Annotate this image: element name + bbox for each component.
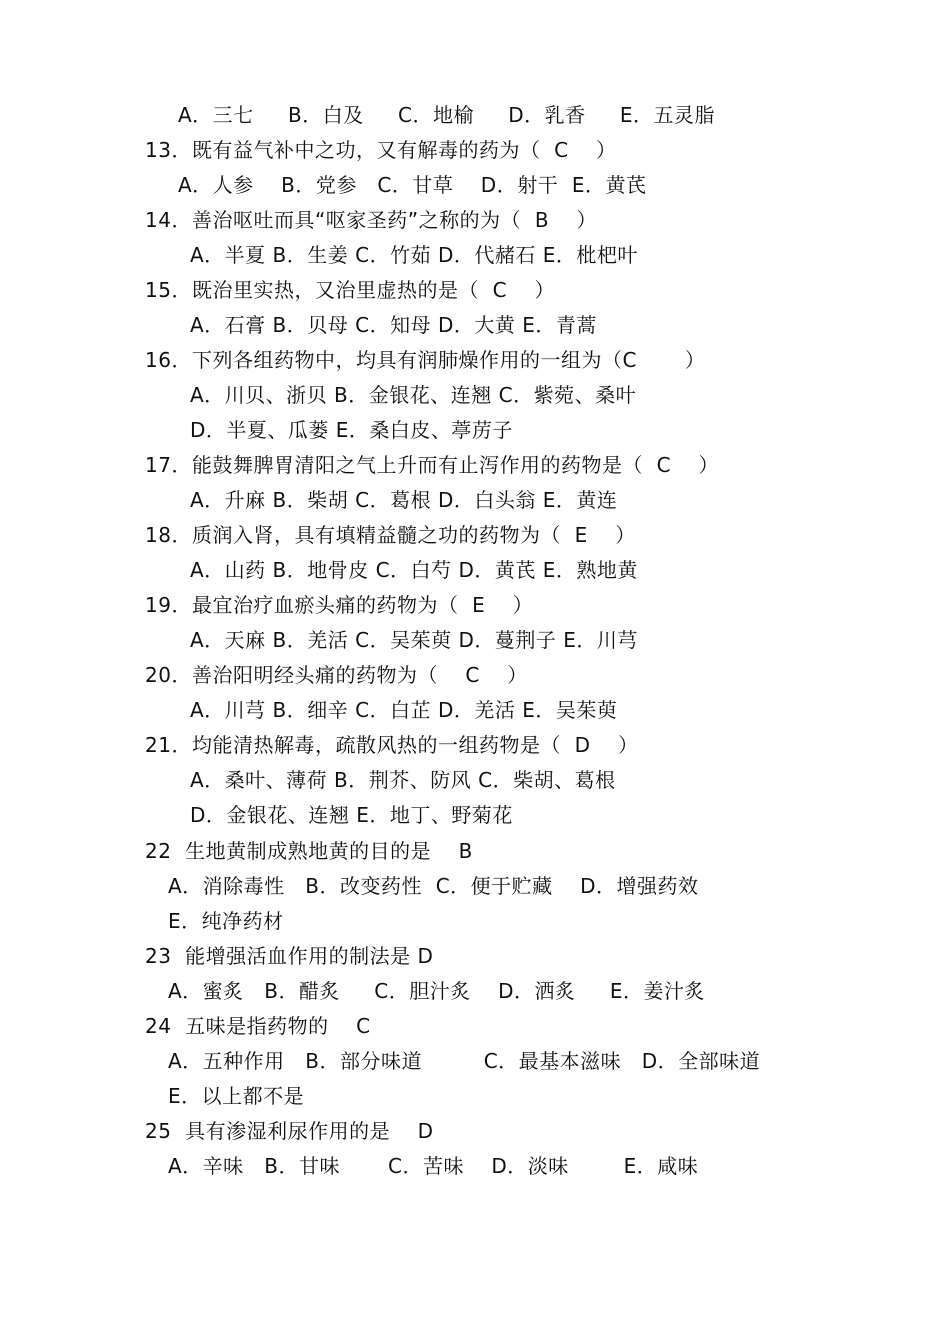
q22-options-line2: E．纯净药材: [168, 909, 284, 933]
q14-options: A．半夏 B．生姜 C．竹茹 D．代赭石 E．枇杷叶: [190, 243, 638, 267]
q17-question: 17．能鼓舞脾胃清阳之气上升而有止泻作用的药物是（ C ）: [145, 453, 720, 477]
q14-question: 14．善治呕吐而具“呕家圣药”之称的为（ B ）: [145, 208, 598, 232]
q17-options: A．升麻 B．柴胡 C．葛根 D．白头翁 E．黄连: [190, 488, 618, 512]
q16-options-line2: D．半夏、瓜蒌 E．桑白皮、葶苈子: [190, 418, 513, 442]
q13-question: 13．既有益气补中之功，又有解毒的药为（ C ）: [145, 138, 617, 162]
q21-options-line1: A．桑叶、薄荷 B．荆芥、防风 C．柴胡、葛根: [190, 768, 616, 792]
q24-question: 24 五味是指药物的 C: [145, 1014, 371, 1038]
q19-options: A．天麻 B．羌活 C．吴茱萸 D．蔓荆子 E．川芎: [190, 628, 638, 652]
q15-options: A．石膏 B．贝母 C．知母 D．大黄 E．青蒿: [190, 313, 597, 337]
q16-options-line1: A．川贝、浙贝 B．金银花、连翘 C．紫菀、桑叶: [190, 383, 637, 407]
q20-question: 20．善治阳明经头痛的药物为（ C ）: [145, 663, 528, 687]
q22-options-line1: A．消除毒性 B．改变药性 C．便于贮藏 D．增强药效: [168, 874, 699, 898]
q25-options: A．辛味 B．甘味 C．苦味 D．淡味 E．咸味: [168, 1154, 699, 1178]
q20-options: A．川芎 B．细辛 C．白芷 D．羌活 E．吴茱萸: [190, 698, 618, 722]
q22-question: 22 生地黄制成熟地黄的目的是 B: [145, 839, 473, 863]
q24-options-line1: A．五种作用 B．部分味道 C．最基本滋味 D．全部味道: [168, 1049, 761, 1073]
q15-question: 15．既治里实热，又治里虚热的是（ C ）: [145, 278, 556, 302]
q13-options: A．人参 B．党参 C．甘草 D．射干 E．黄芪: [178, 173, 647, 197]
q19-question: 19．最宜治疗血瘀头痛的药物为（ E ）: [145, 593, 534, 617]
q21-options-line2: D．金银花、连翘 E．地丁、野菊花: [190, 803, 513, 827]
q24-options-line2: E．以上都不是: [168, 1084, 305, 1108]
q23-options: A．蜜炙 B．醋炙 C．胆汁炙 D．洒炙 E．姜汁炙: [168, 979, 705, 1003]
q25-question: 25 具有渗湿利尿作用的是 D: [145, 1119, 434, 1143]
q12-options: A．三七 B．白及 C．地榆 D．乳香 E．五灵脂: [178, 103, 716, 127]
q18-question: 18．质润入肾，具有填精益髓之功的药物为（ E ）: [145, 523, 636, 547]
q21-question: 21．均能清热解毒，疏散风热的一组药物是（ D ）: [145, 733, 639, 757]
q23-question: 23 能增强活血作用的制法是 D: [145, 944, 434, 968]
q16-question: 16．下列各组药物中，均具有润肺燥作用的一组为（C ）: [145, 348, 706, 372]
q18-options: A．山药 B．地骨皮 C．白芍 D．黄芪 E．熟地黄: [190, 558, 638, 582]
